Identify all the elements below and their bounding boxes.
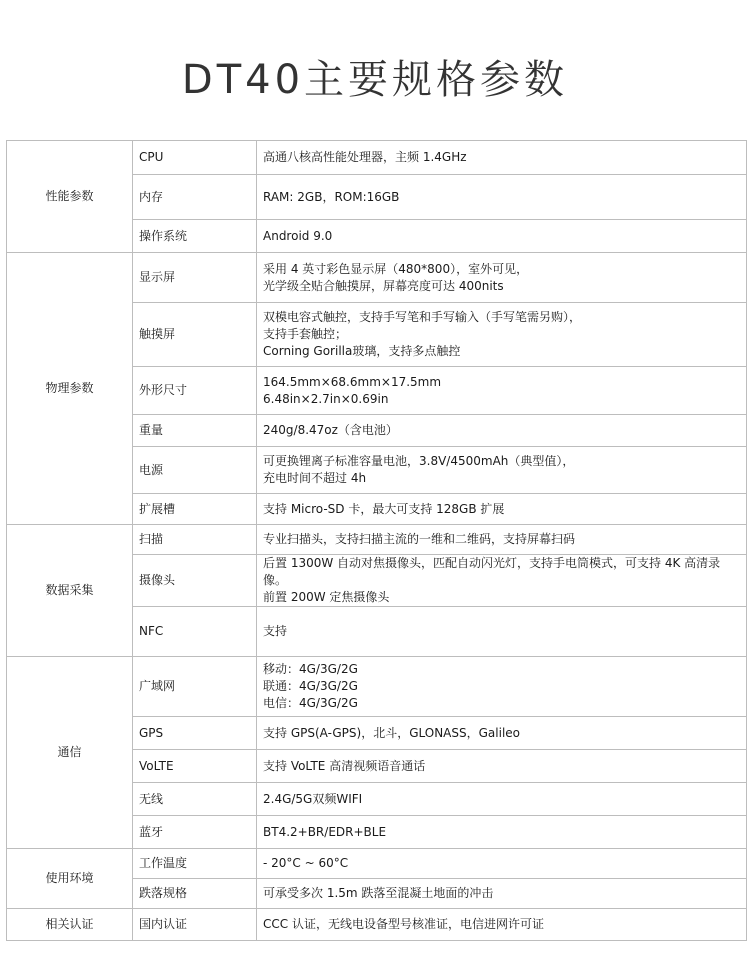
spec-value: 支持 GPS(A-GPS)，北斗，GLONASS，Galileo (257, 717, 747, 750)
spec-value: 164.5mm×68.6mm×17.5mm 6.48in×2.7in×0.69in (257, 367, 747, 415)
spec-value: RAM: 2GB，ROM:16GB (257, 175, 747, 220)
spec-label: 跌落规格 (133, 879, 257, 909)
category-environment: 使用环境 (7, 849, 133, 909)
spec-row-scan (7, 525, 747, 555)
spec-label: GPS (133, 717, 257, 750)
spec-value: Android 9.0 (257, 220, 747, 253)
category-certification: 相关认证 (7, 909, 133, 941)
spec-label: 外形尺寸 (133, 367, 257, 415)
spec-value: 240g/8.47oz（含电池） (257, 415, 747, 447)
spec-label: 显示屏 (133, 253, 257, 303)
spec-label: CPU (133, 141, 257, 175)
spec-value: CCC 认证，无线电设备型号核准证，电信进网许可证 (257, 909, 747, 941)
spec-value: 2.4G/5G双频WIFI (257, 783, 747, 816)
spec-value: 高通八核高性能处理器，主频 1.4GHz (257, 141, 747, 175)
category-physical: 物理参数 (7, 253, 133, 525)
spec-label: 电源 (133, 447, 257, 494)
spec-label: 广域网 (133, 657, 257, 717)
spec-value: 支持 Micro-SD 卡，最大可支持 128GB 扩展 (257, 494, 747, 525)
spec-value: 采用 4 英寸彩色显示屏（480*800），室外可见， 光学级全贴合触摸屏，屏幕亮度可达 400nits (257, 253, 747, 303)
spec-value: - 20°C ~ 60°C (257, 849, 747, 879)
spec-label: 重量 (133, 415, 257, 447)
spec-value: 专业扫描头，支持扫描主流的一维和二维码，支持屏幕扫码 (257, 525, 747, 555)
category-performance: 性能参数 (7, 141, 133, 253)
spec-value: 可承受多次 1.5m 跌落至混凝土地面的冲击 (257, 879, 747, 909)
spec-label: NFC (133, 607, 257, 657)
spec-label: 无线 (133, 783, 257, 816)
spec-label: 扫描 (133, 525, 257, 555)
spec-row-operating-temp (7, 849, 747, 879)
spec-value: 后置 1300W 自动对焦摄像头，匹配自动闪光灯，支持手电筒模式，可支持 4K 高清录像。 前置 200W 定焦摄像头 (257, 555, 747, 607)
spec-table (6, 140, 747, 941)
spec-row-wan (7, 657, 747, 717)
spec-label: VoLTE (133, 750, 257, 783)
spec-value: 双模电容式触控，支持手写笔和手写输入（手写笔需另购）， 支持手套触控； Corning Gorilla玻璃，支持多点触控 (257, 303, 747, 367)
spec-label: 国内认证 (133, 909, 257, 941)
spec-row-domestic-cert (7, 909, 747, 941)
spec-label: 蓝牙 (133, 816, 257, 849)
category-data-capture: 数据采集 (7, 525, 133, 657)
spec-label: 摄像头 (133, 555, 257, 607)
category-communication: 通信 (7, 657, 133, 849)
spec-label: 工作温度 (133, 849, 257, 879)
spec-value: BT4.2+BR/EDR+BLE (257, 816, 747, 849)
spec-value: 支持 (257, 607, 747, 657)
spec-row-display (7, 253, 747, 303)
spec-value: 移动：4G/3G/2G 联通：4G/3G/2G 电信：4G/3G/2G (257, 657, 747, 717)
spec-value: 支持 VoLTE 高清视频语音通话 (257, 750, 747, 783)
spec-label: 触摸屏 (133, 303, 257, 367)
page-title: DT40主要规格参数 (181, 57, 569, 103)
spec-label: 操作系统 (133, 220, 257, 253)
spec-label: 扩展槽 (133, 494, 257, 525)
spec-value: 可更换锂离子标准容量电池，3.8V/4500mAh（典型值）， 充电时间不超过 4h (257, 447, 747, 494)
spec-row-cpu (7, 141, 747, 175)
spec-label: 内存 (133, 175, 257, 220)
